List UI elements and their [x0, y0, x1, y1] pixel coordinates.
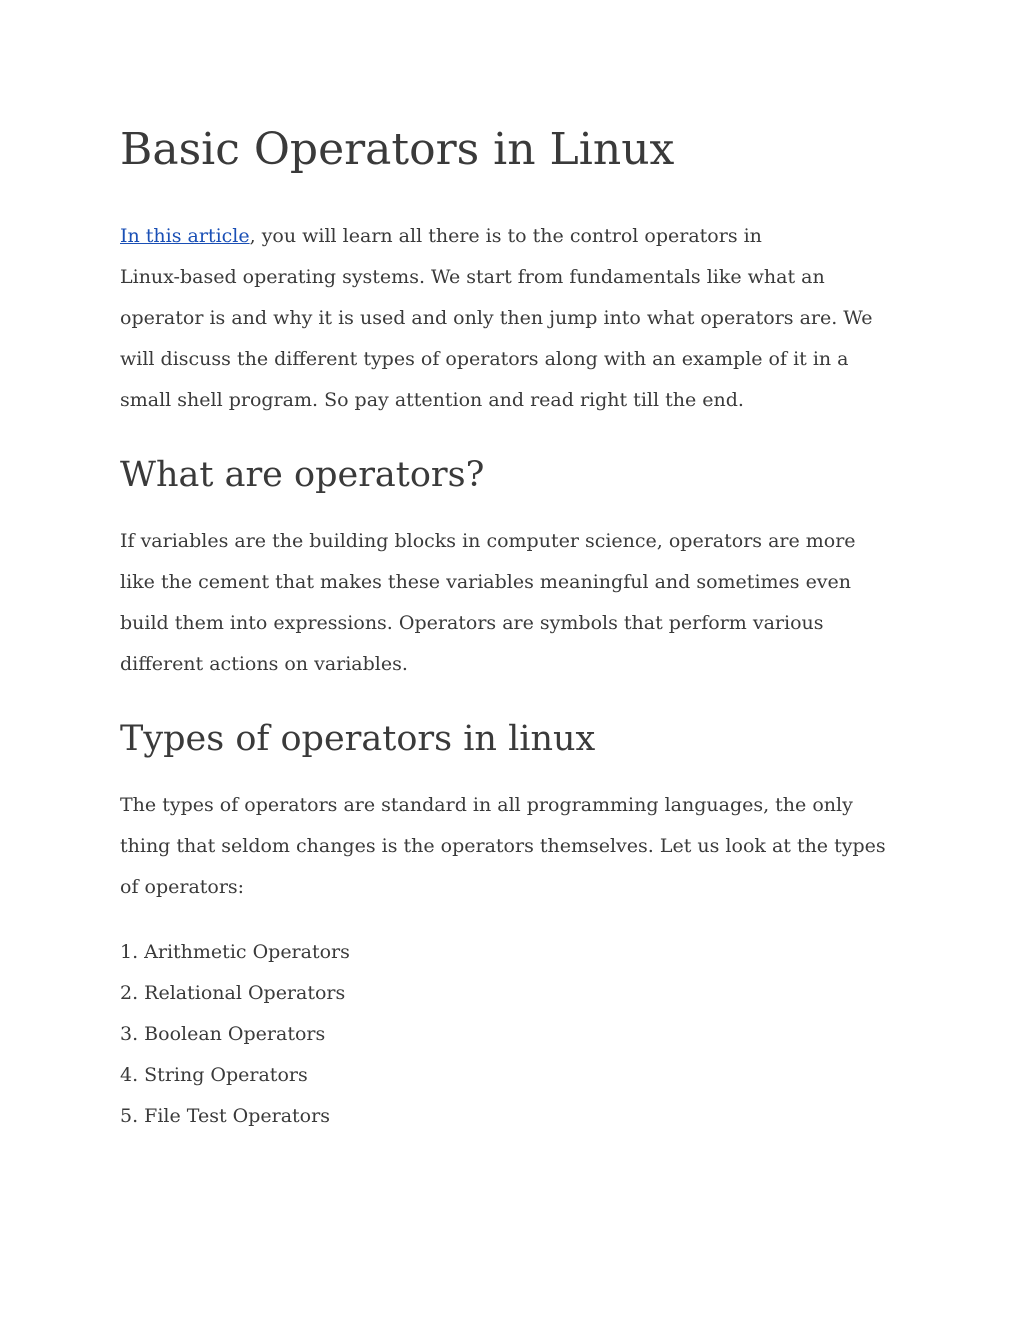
operator-types-list	[120, 932, 350, 1137]
list-item: 4. String Operators	[120, 1064, 308, 1086]
list-item: 5. File Test Operators	[120, 1105, 330, 1127]
paragraph-line: thing that seldom changes is the operators themselves. Let us look at the types	[120, 835, 886, 857]
intro-line-3: operator is and why it is used and only then jump into what operators are. We	[120, 307, 873, 329]
types-of-operators-paragraph	[120, 785, 910, 908]
section-heading-what-are-operators: What are operators?	[120, 455, 485, 495]
list-item: 1. Arithmetic Operators	[120, 941, 350, 963]
paragraph-line: build them into expressions. Operators are symbols that perform various	[120, 612, 824, 634]
what-are-operators-paragraph	[120, 521, 910, 685]
paragraph-line: like the cement that makes these variables meaningful and sometimes even	[120, 571, 852, 593]
paragraph-line: different actions on variables.	[120, 653, 408, 675]
list-item: 3. Boolean Operators	[120, 1023, 326, 1045]
intro-paragraph	[120, 216, 910, 421]
intro-line-2: Linux-based operating systems. We start from fundamentals like what an	[120, 266, 825, 288]
list-item: 2. Relational Operators	[120, 982, 346, 1004]
intro-line-5: small shell program. So pay attention and read right till the end.	[120, 389, 744, 411]
intro-line-1-text: , you will learn all there is to the control operators in	[249, 225, 762, 247]
intro-line-4: will discuss the different types of operators along with an example of it in a	[120, 348, 849, 370]
page-title: Basic Operators in Linux	[120, 124, 675, 175]
paragraph-line: The types of operators are standard in all programming languages, the only	[120, 794, 853, 816]
intro-line-1	[120, 216, 910, 257]
article-link[interactable]: In this article	[120, 225, 250, 247]
section-heading-types-of-operators: Types of operators in linux	[120, 719, 596, 759]
paragraph-line: of operators:	[120, 876, 245, 898]
paragraph-line: If variables are the building blocks in computer science, operators are more	[120, 530, 856, 552]
